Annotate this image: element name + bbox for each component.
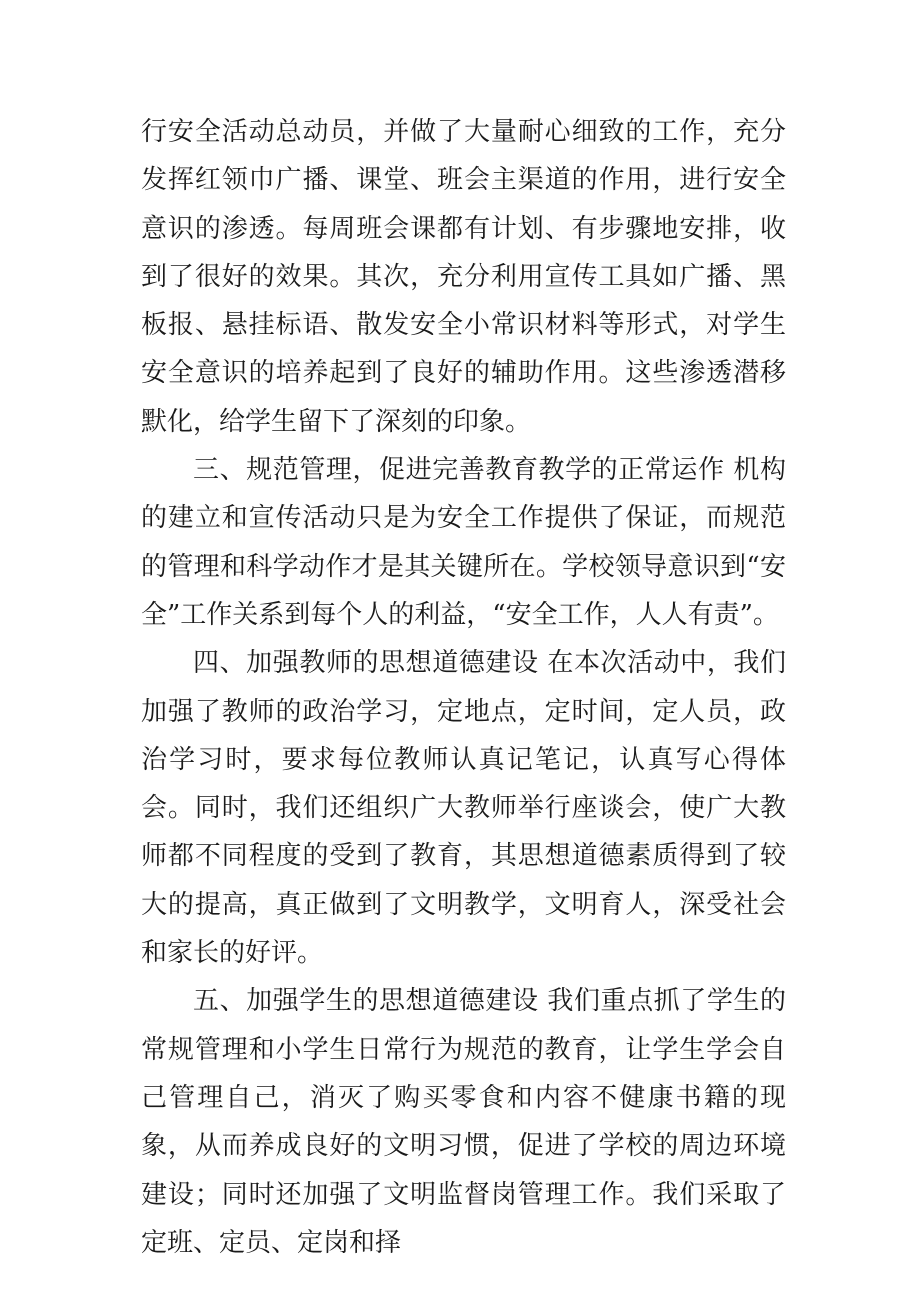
body-text — [141, 108, 786, 1267]
paragraph-section-5: 五、加强学生的思想道德建设 我们重点抓了学生的常规管理和小学生日常行为规范的教育，让学生学会自己管理自己，消灭了购买零食和内容不健康书籍的现象，从而养成良好的文明习惯，促进了学校的周边环境建设；同时还加强了文明监督岗管理工作。我们采取了定班、定员、定岗和择 — [141, 986, 786, 1258]
paragraph-continuation: 行安全活动总动员，并做了大量耐心细致的工作，充分发挥红领巾广播、课堂、班会主渠道的作用，进行安全意识的渗透。每周班会课都有计划、有步骤地安排，收到了很好的效果。其次，充分利用宣传工具如广播、黑板报、悬挂标语、散发安全小常识材料等形式，对学生安全意识的培养起到了良好的辅助作用。这些渗透潜移默化，给学生留下了深刻的印象。 — [141, 117, 786, 437]
paragraph-section-3: 三、规范管理，促进完善教育教学的正常运作 机构的建立和宣传活动只是为安全工作提供了保证，而规范的管理和科学动作才是其关键所在。学校领导意识到“安全”工作关系到每个人的利益，“安全工作，人人有责”。 — [141, 455, 786, 630]
paragraph-section-4: 四、加强教师的思想道德建设 在本次活动中，我们加强了教师的政治学习，定地点，定时间，定人员，政治学习时，要求每位教师认真记笔记，认真写心得体会。同时，我们还组织广大教师举行座谈会，使广大教师都不同程度的受到了教育，其思想道德素质得到了较大的提高，真正做到了文明教学，文明育人，深受社会和家长的好评。 — [141, 648, 786, 969]
